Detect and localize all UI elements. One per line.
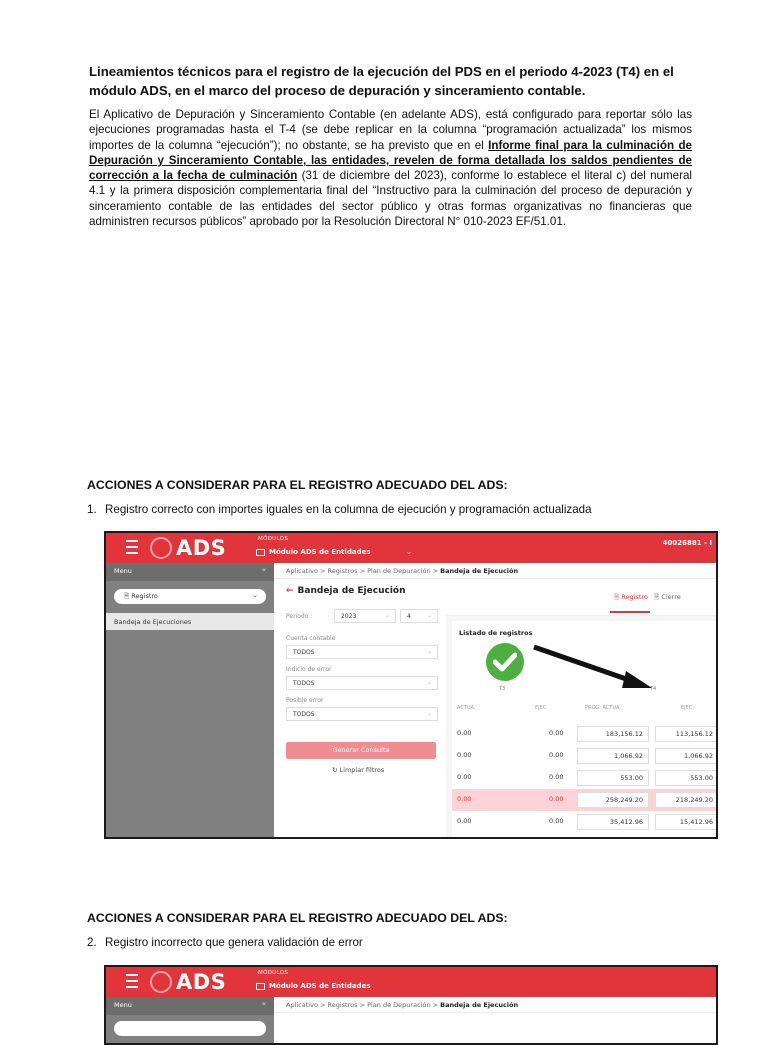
page-title-text: Bandeja de Ejecución [297, 586, 406, 596]
menu-label: Menu [114, 1001, 132, 1009]
module-selector-label: Módulo ADS de Entidades [269, 548, 371, 556]
cell-prog-actua-input[interactable]: 258,249.20 [577, 792, 649, 808]
cell-ejec-t4-input[interactable]: 553.00 [655, 770, 718, 786]
app-header [106, 967, 716, 997]
breadcrumb-item[interactable]: Registros [327, 567, 358, 575]
breadcrumb-item[interactable]: Plan de Depuración [367, 1001, 431, 1009]
user-id[interactable]: 40026881 - I [662, 539, 712, 547]
cell-ejec-t4-input[interactable]: 113,156.12 [655, 726, 718, 742]
collapse-menu-icon[interactable]: « [261, 566, 266, 574]
limpiar-filtros-button[interactable] [332, 766, 384, 774]
hamburger-icon[interactable] [120, 540, 144, 555]
breadcrumb: Aplicativo > Registros > Plan de Depuración > Bandeja de Ejecución [274, 997, 716, 1013]
document-icon: 🗎 [654, 593, 662, 601]
chevron-down-icon: ⌄ [426, 710, 432, 717]
posible-select[interactable] [286, 707, 438, 721]
registro-select[interactable] [114, 589, 266, 604]
breadcrumb: Aplicativo > Registros > Plan de Depuración > Bandeja de Ejecución [274, 563, 716, 579]
app-header [106, 533, 716, 563]
periodo-year-select[interactable] [334, 609, 396, 623]
cell-actua: 0.00 [457, 773, 472, 781]
cell-actua: 0.00 [457, 795, 472, 803]
module-box-icon [256, 983, 265, 990]
limpiar-filtros-label: Limpiar filtros [339, 766, 385, 774]
annotation-arrow-icon [528, 641, 658, 691]
cell-ejec: 0.00 [549, 751, 564, 759]
column-header-ejec-t4: EJEC. [681, 705, 694, 711]
records-list-title: Listado de registros [459, 629, 533, 637]
indicio-value: TODOS [293, 680, 315, 687]
cell-actua: 0.00 [457, 729, 472, 737]
table-row[interactable] [452, 767, 716, 789]
breadcrumb-current: Bandeja de Ejecución [440, 567, 519, 575]
breadcrumb-item[interactable]: Aplicativo [286, 1001, 318, 1009]
sidebar [106, 997, 274, 1043]
intro-paragraph [89, 107, 692, 229]
tabs-strip [446, 581, 716, 616]
collapse-menu-icon[interactable]: « [261, 1000, 266, 1008]
cell-ejec: 0.00 [549, 729, 564, 737]
periodo-label: Periodo : [286, 613, 313, 620]
tab-cierre[interactable] [654, 593, 681, 604]
document-icon: 🗎 [124, 592, 132, 600]
cell-ejec-t4-input[interactable]: 1,066.92 [655, 748, 718, 764]
section2-item-text: Registro incorrecto que genera validación de error [105, 936, 363, 949]
generar-consulta-button[interactable]: Generar Consulta [286, 742, 436, 759]
modulos-label: MÓDULOS [258, 536, 289, 542]
breadcrumb-item[interactable]: Plan de Depuración [367, 567, 431, 575]
table-row-error[interactable] [452, 789, 716, 811]
cell-prog-actua-input[interactable]: 1,066.92 [577, 748, 649, 764]
cell-ejec-t4-input[interactable]: 15,412.96 [655, 814, 718, 830]
cell-ejec-t4-input[interactable]: 218,249.20 [655, 792, 718, 808]
records-list [452, 621, 716, 837]
module-selector[interactable] [256, 982, 371, 990]
modulos-label: MÓDULOS [258, 970, 289, 976]
chevron-down-icon: ⌄ [426, 648, 432, 655]
indicio-select[interactable] [286, 676, 438, 690]
chevron-down-icon: ⌄ [252, 591, 258, 599]
refresh-icon: ↻ [332, 766, 340, 774]
registro-select-label: Registro [131, 592, 158, 600]
back-arrow-icon[interactable]: ← [286, 586, 294, 596]
app-screenshot-incorrect [104, 965, 718, 1045]
cell-ejec: 0.00 [549, 795, 564, 803]
menu-label: Menu [114, 567, 132, 575]
cell-actua: 0.00 [457, 817, 472, 825]
cell-ejec: 0.00 [549, 817, 564, 825]
chevron-down-icon: ⌄ [426, 679, 432, 686]
cuenta-value: TODOS [293, 649, 315, 656]
posible-label: Posible error [286, 697, 324, 704]
document-title: Lineamientos técnicos para el registro de la ejecución del PDS en el periodo 4-2023 (T4) en el módulo ADS, en el marco del proceso de depuración y sinceramiento contable. [89, 64, 674, 98]
section1-heading: ACCIONES A CONSIDERAR PARA EL REGISTRO ADECUADO DEL ADS: [87, 478, 508, 492]
posible-value: TODOS [293, 711, 315, 718]
hamburger-icon[interactable] [120, 974, 144, 989]
section2-item [87, 936, 363, 949]
cell-prog-actua-input[interactable]: 183,156.12 [577, 726, 649, 742]
sidebar-item-bandeja[interactable]: Bandeja de Ejecuciones [106, 613, 274, 630]
document-icon: 🗎 [614, 593, 622, 601]
logo-emblem-icon [150, 971, 172, 993]
periodo-number-select[interactable] [400, 609, 438, 623]
section1-item-text: Registro correcto con importes iguales en la columna de ejecución y programación actualizada [105, 503, 592, 516]
cell-prog-actua-input[interactable]: 35,412.96 [577, 814, 649, 830]
cuenta-label: Cuenta contable [286, 635, 336, 642]
section2-heading: ACCIONES A CONSIDERAR PARA EL REGISTRO ADECUADO DEL ADS: [87, 911, 508, 925]
periodo-number-value: 4 [407, 613, 411, 620]
app-logo: ADS [176, 536, 227, 560]
column-header-ejec: EJEC. [535, 705, 548, 711]
periodo-year-value: 2023 [341, 613, 357, 620]
chevron-down-icon[interactable]: ⌄ [406, 548, 412, 556]
tab-registro[interactable] [614, 593, 648, 604]
sidebar [106, 563, 274, 837]
section1-number: 1. [87, 503, 97, 516]
tab-registro-label: Registro [621, 593, 648, 601]
breadcrumb-item[interactable]: Aplicativo [286, 567, 318, 575]
breadcrumb-item[interactable]: Registros [327, 1001, 358, 1009]
indicio-label: Indicio de error [286, 666, 332, 673]
cell-ejec: 0.00 [549, 773, 564, 781]
column-header-actua: ACTUA. [457, 705, 476, 711]
section2-number: 2. [87, 936, 97, 949]
results-pane [446, 581, 716, 837]
menu-header [106, 563, 274, 581]
t3-label: T3 [499, 686, 506, 692]
app-screenshot-correct [104, 531, 718, 839]
chevron-down-icon: ⌄ [384, 612, 390, 619]
logo-emblem-icon [150, 537, 172, 559]
menu-header [106, 997, 274, 1015]
breadcrumb-current: Bandeja de Ejecución [440, 1001, 519, 1009]
table-row[interactable] [452, 811, 716, 833]
checkmark-icon [486, 643, 524, 681]
intro-text-part1: El Aplicativo de Depuración y Sinceramiento Contable (en adelante ADS), está configurado para reportar sólo las ejecuciones programadas hasta el T-4 (se debe replicar en la columna “programación actualizada” los mismos importes de la columna “ejecución”); no obstante, se ha previsto que en el [89, 108, 692, 152]
t4-label: T4 [650, 686, 657, 692]
page-title [286, 586, 406, 596]
table-row[interactable] [452, 723, 716, 745]
table-row[interactable] [452, 745, 716, 767]
chevron-down-icon: ⌄ [426, 612, 432, 619]
registro-select[interactable] [114, 1021, 266, 1036]
cell-actua: 0.00 [457, 751, 472, 759]
tab-cierre-label: Cierre [661, 593, 681, 601]
cuenta-select[interactable] [286, 645, 438, 659]
app-logo: ADS [176, 970, 227, 994]
intro-text-bold: Informe final para la culminación de Depuración y Sinceramiento Contable, las entidades, revelen de forma detallada los saldos pendientes de corrección a la fecha de culminación [89, 138, 692, 183]
module-selector-label: Módulo ADS de Entidades [269, 982, 371, 990]
active-tab-indicator [610, 611, 650, 613]
module-selector[interactable] [256, 548, 371, 556]
module-box-icon [256, 549, 265, 556]
column-header-prog-actua: PROG. ACTUA. [585, 705, 621, 711]
intro-text-part2: (31 de diciembre del 2023), conforme lo establece el literal c) del numeral 4.1 y la primera disposición complementaria final del “Instructivo para la culminación del proceso de depuración y sinceramiento contable de las entidades del sector público y otras formas organizativas no financieras que administren recursos públicos” aprobado por la Resolución Directoral N° 010-2023 EF/51.01. [89, 169, 692, 229]
section1-item [87, 503, 592, 516]
cell-prog-actua-input[interactable]: 553.00 [577, 770, 649, 786]
